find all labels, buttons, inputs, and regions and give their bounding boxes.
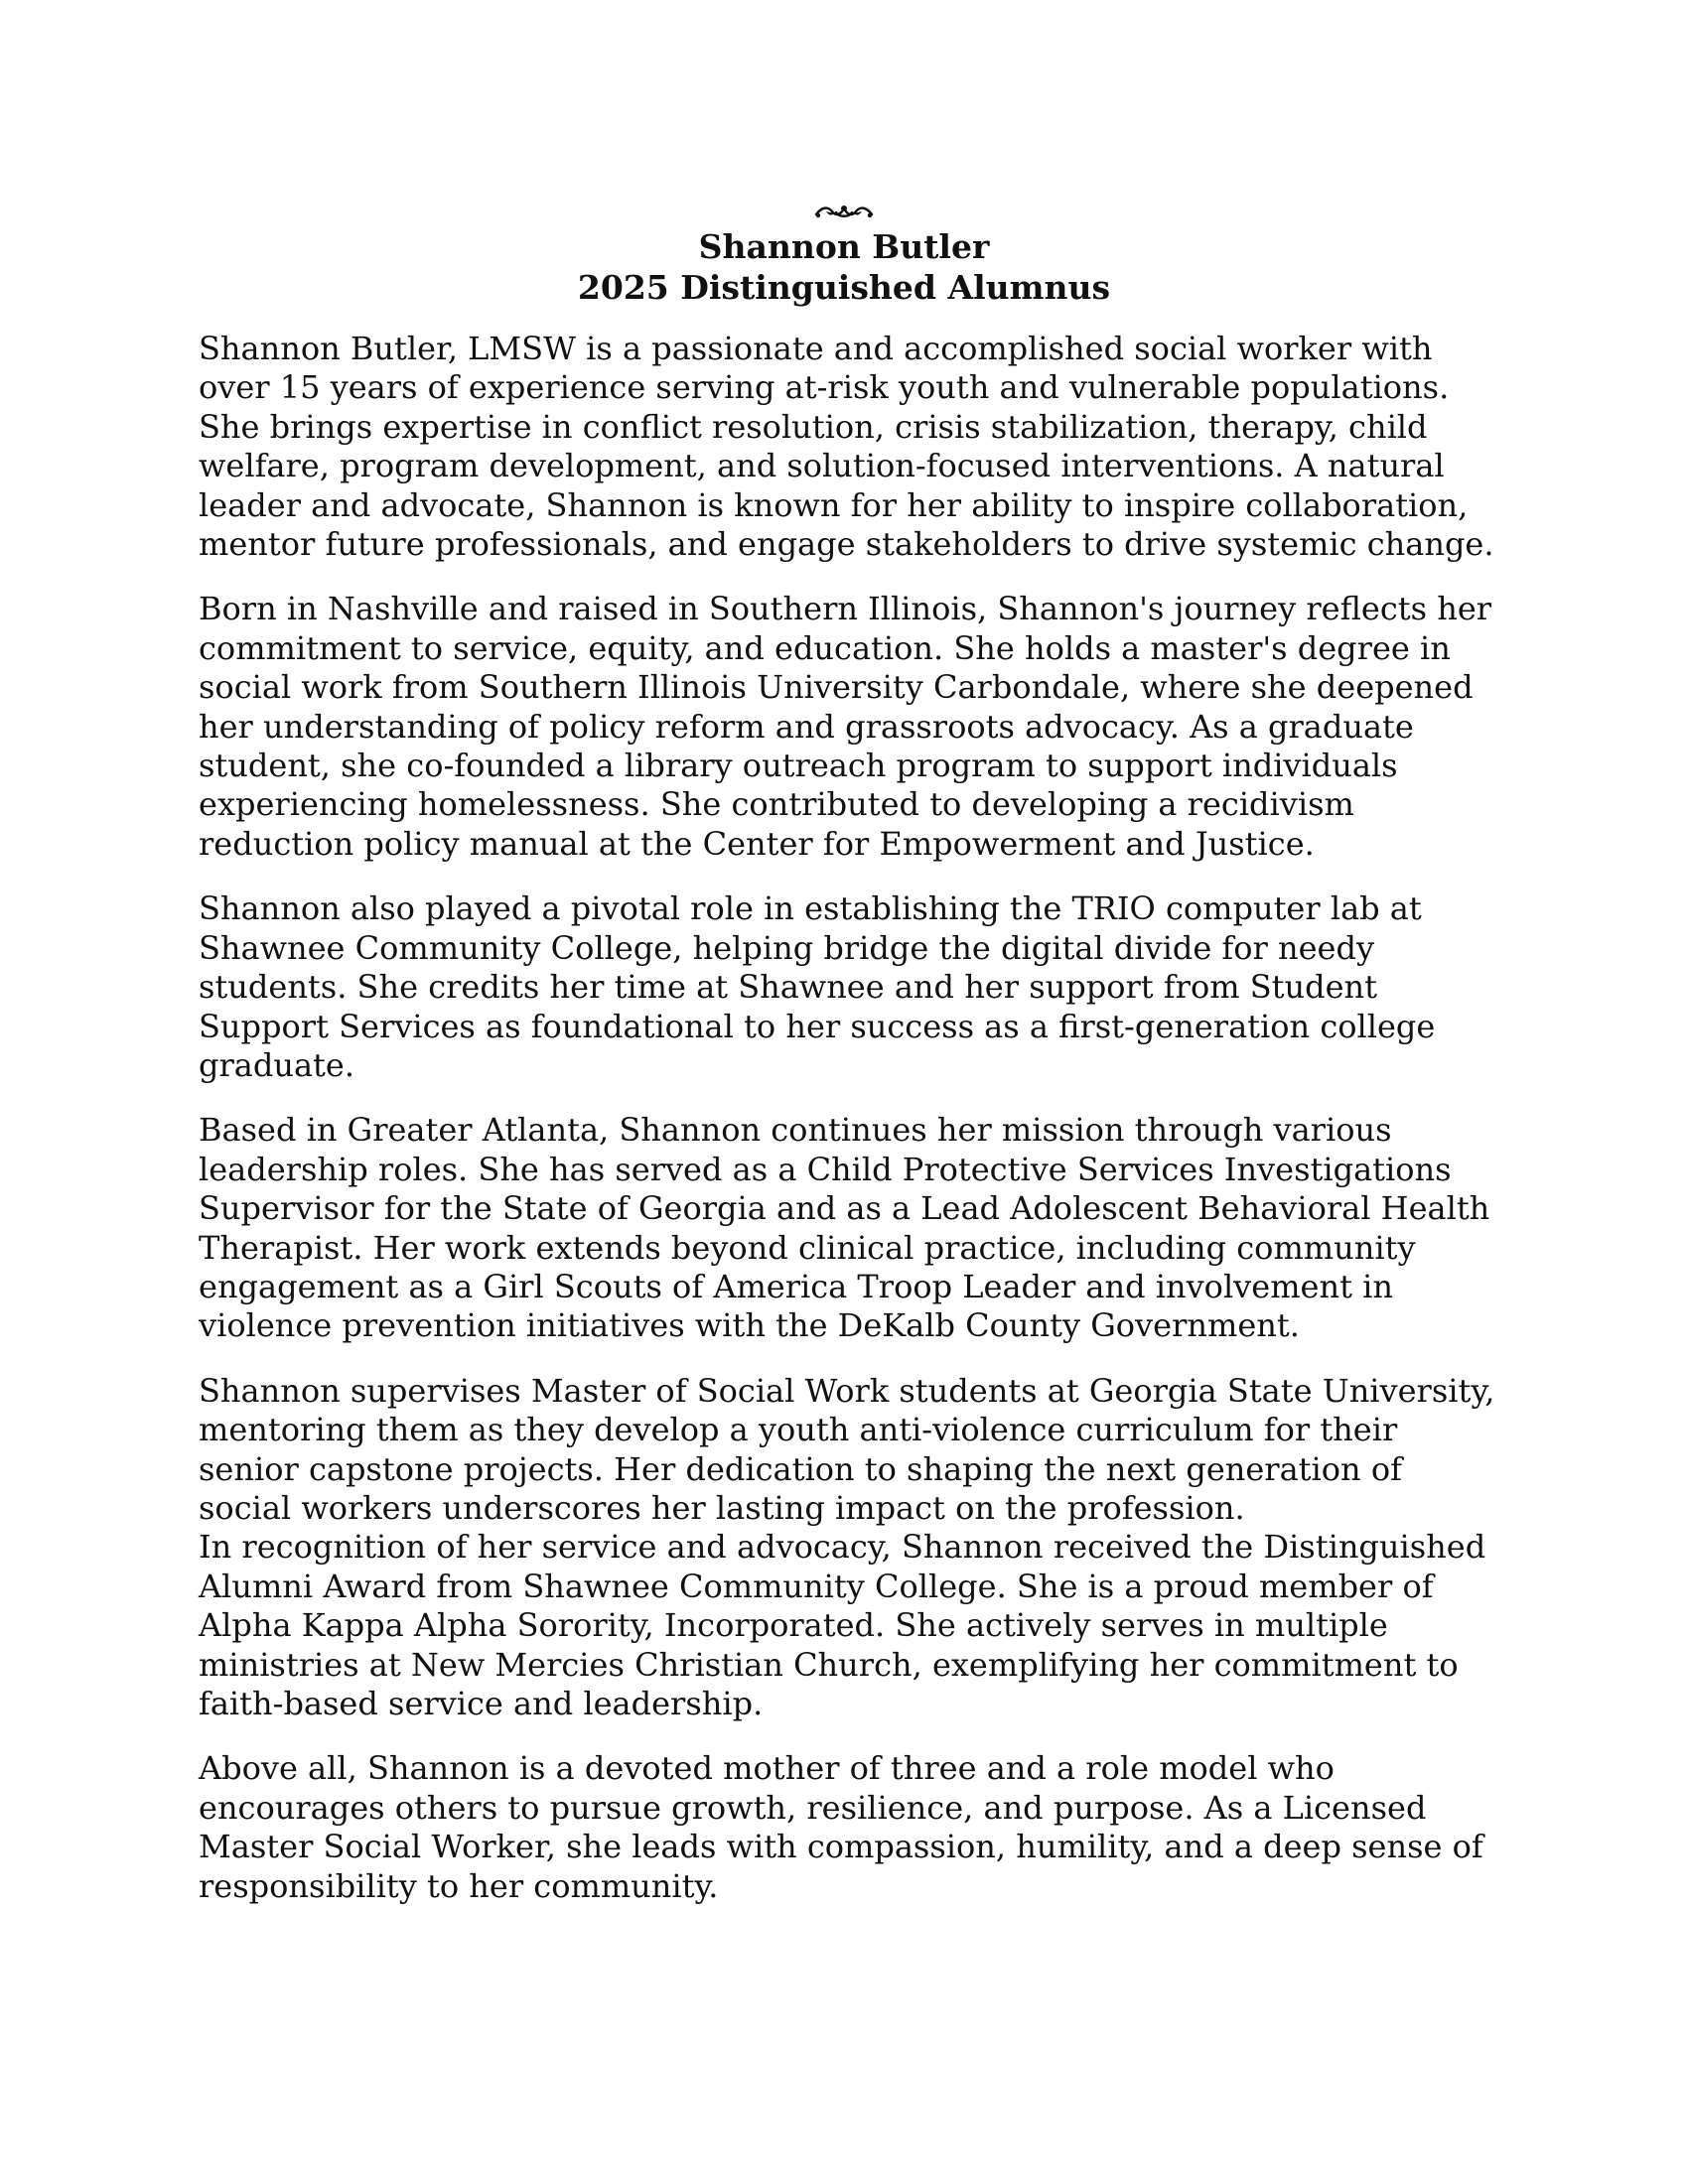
text-line: commitment to service, equity, and education. She holds a master's degree in xyxy=(199,628,1451,667)
paragraph-5 xyxy=(199,1371,1495,1529)
text-line: leader and advocate, Shannon is known for her ability to inspire collaboration, xyxy=(199,485,1469,524)
text-line: social workers underscores her lasting impact on the profession. xyxy=(199,1488,1245,1527)
paragraph-6 xyxy=(199,1528,1489,1723)
text-line: Above all, Shannon is a devoted mother of three and a role model who xyxy=(199,1749,1335,1788)
text-line: She brings expertise in conflict resolution, crisis stabilization, therapy, child xyxy=(199,407,1428,446)
text-line: welfare, program development, and solution-focused interventions. A natural xyxy=(199,447,1445,485)
text-line: over 15 years of experience serving at-risk youth and vulnerable populations. xyxy=(199,368,1450,407)
honoree-name: Shannon Butler xyxy=(698,227,990,266)
text-line: In recognition of her service and advocacy, Shannon received the Distinguished xyxy=(199,1528,1486,1567)
text-line: responsibility to her community. xyxy=(199,1866,719,1905)
biography-body xyxy=(199,330,1495,1906)
award-title: 2025 Distinguished Alumnus xyxy=(577,268,1111,307)
text-line: faith-based service and leadership. xyxy=(199,1685,764,1722)
text-line: engagement as a Girl Scouts of America Troop Leader and involvement in xyxy=(199,1267,1393,1305)
text-line: social work from Southern Illinois University Carbondale, where she deepened xyxy=(199,668,1474,707)
text-line: student, she co-founded a library outreach program to support individuals xyxy=(199,747,1398,785)
text-line: Master Social Worker, she leads with compassion, humility, and a deep sense of xyxy=(199,1828,1483,1866)
text-line: Shannon also played a pivotal role in establishing the TRIO computer lab at xyxy=(199,889,1422,928)
paragraph-4 xyxy=(199,1111,1489,1345)
text-line: ministries at New Mercies Christian Church, exemplifying her commitment to xyxy=(199,1645,1459,1684)
text-line: her understanding of policy reform and grassroots advocacy. As a graduate xyxy=(199,707,1414,746)
text-line: experiencing homelessness. She contributed to developing a recidivism xyxy=(199,785,1354,824)
text-line: Support Services as foundational to her success as a first-generation college xyxy=(199,1007,1436,1045)
text-line: mentor future professionals, and engage stakeholders to drive systemic change. xyxy=(199,525,1494,564)
document-page xyxy=(199,199,1495,1932)
text-line: mentoring them as they develop a youth anti-violence curriculum for their xyxy=(199,1411,1398,1449)
text-line: Born in Nashville and raised in Southern Illinois, Shannon's journey reflects her xyxy=(199,590,1492,628)
text-line: Alumni Award from Shawnee Community College. She is a proud member of xyxy=(199,1567,1434,1605)
text-line: graduate. xyxy=(199,1045,354,1084)
paragraph-2 xyxy=(199,590,1492,864)
text-line: leadership roles. She has served as a Child Protective Services Investigations xyxy=(199,1150,1452,1188)
paragraph-7 xyxy=(199,1749,1489,1906)
text-line: Therapist. Her work extends beyond clinical practice, including community xyxy=(199,1228,1416,1267)
text-line: Based in Greater Atlanta, Shannon continues her mission through various xyxy=(199,1111,1392,1150)
text-line: students. She credits her time at Shawnee and her support from Student xyxy=(199,968,1377,1007)
text-line: violence prevention initiatives with the DeKalb County Government. xyxy=(199,1306,1300,1345)
text-line: Shannon Butler, LMSW is a passionate and accomplished social worker with xyxy=(199,330,1433,367)
text-line: Supervisor for the State of Georgia and as a Lead Adolescent Behavioral Health xyxy=(199,1189,1490,1228)
paragraph-1 xyxy=(199,330,1494,564)
text-line: Shannon supervises Master of Social Work students at Georgia State University, xyxy=(199,1371,1495,1410)
text-line: encourages others to pursue growth, resilience, and purpose. As a Licensed xyxy=(199,1788,1427,1827)
paragraph-3 xyxy=(199,889,1489,1085)
ornament-flourish-icon xyxy=(812,199,876,224)
text-line: Shawnee Community College, helping bridge the digital divide for needy xyxy=(199,928,1375,967)
text-line: reduction policy manual at the Center for Empowerment and Justice. xyxy=(199,824,1315,863)
text-line: Alpha Kappa Alpha Sorority, Incorporated. She actively serves in multiple xyxy=(199,1606,1388,1645)
text-line: senior capstone projects. Her dedication to shaping the next generation of xyxy=(199,1449,1402,1488)
document-header xyxy=(199,199,1489,308)
